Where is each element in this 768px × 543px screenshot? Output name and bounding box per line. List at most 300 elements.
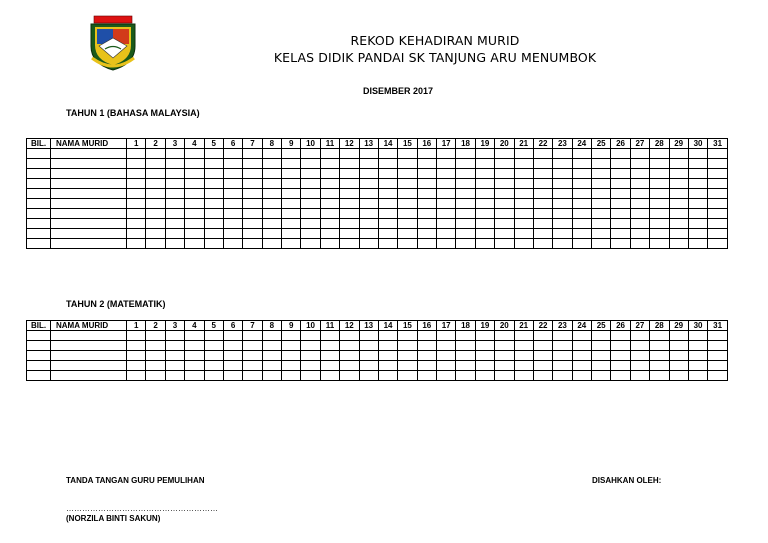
attendance-cell[interactable]: [650, 371, 669, 381]
attendance-cell[interactable]: [146, 229, 165, 239]
attendance-cell[interactable]: [301, 219, 320, 229]
attendance-cell[interactable]: [146, 371, 165, 381]
attendance-cell[interactable]: [378, 149, 397, 159]
attendance-cell[interactable]: [282, 371, 301, 381]
attendance-cell[interactable]: [688, 209, 707, 219]
attendance-cell[interactable]: [630, 239, 649, 249]
attendance-cell[interactable]: [243, 169, 262, 179]
attendance-cell[interactable]: [282, 199, 301, 209]
attendance-cell[interactable]: [359, 229, 378, 239]
attendance-cell[interactable]: [398, 331, 417, 341]
attendance-cell[interactable]: [669, 371, 688, 381]
attendance-cell[interactable]: [475, 229, 494, 239]
attendance-cell[interactable]: [669, 199, 688, 209]
attendance-cell[interactable]: [223, 371, 242, 381]
attendance-cell[interactable]: [51, 331, 127, 341]
attendance-cell[interactable]: [262, 351, 281, 361]
attendance-cell[interactable]: [320, 239, 339, 249]
attendance-cell[interactable]: [359, 351, 378, 361]
attendance-cell[interactable]: [533, 371, 552, 381]
attendance-cell[interactable]: [417, 189, 436, 199]
attendance-cell[interactable]: [243, 209, 262, 219]
attendance-cell[interactable]: [553, 239, 572, 249]
attendance-cell[interactable]: [572, 169, 591, 179]
attendance-cell[interactable]: [185, 341, 204, 351]
attendance-cell[interactable]: [611, 371, 630, 381]
attendance-cell[interactable]: [204, 149, 223, 159]
attendance-cell[interactable]: [243, 179, 262, 189]
attendance-cell[interactable]: [51, 199, 127, 209]
attendance-cell[interactable]: [185, 159, 204, 169]
attendance-cell[interactable]: [437, 219, 456, 229]
attendance-cell[interactable]: [378, 179, 397, 189]
attendance-cell[interactable]: [301, 351, 320, 361]
attendance-cell[interactable]: [146, 159, 165, 169]
attendance-cell[interactable]: [51, 229, 127, 239]
attendance-cell[interactable]: [127, 341, 146, 351]
attendance-cell[interactable]: [592, 199, 611, 209]
attendance-cell[interactable]: [437, 331, 456, 341]
attendance-cell[interactable]: [495, 159, 514, 169]
attendance-cell[interactable]: [185, 189, 204, 199]
attendance-cell[interactable]: [204, 341, 223, 351]
attendance-cell[interactable]: [262, 219, 281, 229]
attendance-cell[interactable]: [146, 239, 165, 249]
attendance-cell[interactable]: [650, 351, 669, 361]
attendance-cell[interactable]: [669, 351, 688, 361]
attendance-cell[interactable]: [611, 199, 630, 209]
attendance-cell[interactable]: [185, 371, 204, 381]
attendance-cell[interactable]: [650, 189, 669, 199]
attendance-cell[interactable]: [437, 169, 456, 179]
attendance-cell[interactable]: [398, 371, 417, 381]
attendance-cell[interactable]: [398, 189, 417, 199]
attendance-cell[interactable]: [475, 149, 494, 159]
attendance-cell[interactable]: [359, 179, 378, 189]
attendance-cell[interactable]: [320, 209, 339, 219]
attendance-cell[interactable]: [340, 341, 359, 351]
attendance-cell[interactable]: [417, 371, 436, 381]
attendance-cell[interactable]: [223, 159, 242, 169]
attendance-cell[interactable]: [417, 179, 436, 189]
attendance-cell[interactable]: [27, 341, 51, 351]
attendance-cell[interactable]: [572, 371, 591, 381]
attendance-cell[interactable]: [630, 159, 649, 169]
attendance-cell[interactable]: [165, 341, 184, 351]
attendance-cell[interactable]: [688, 199, 707, 209]
attendance-cell[interactable]: [378, 239, 397, 249]
attendance-cell[interactable]: [592, 149, 611, 159]
attendance-cell[interactable]: [223, 351, 242, 361]
attendance-cell[interactable]: [51, 169, 127, 179]
attendance-cell[interactable]: [27, 209, 51, 219]
attendance-cell[interactable]: [146, 341, 165, 351]
attendance-cell[interactable]: [611, 331, 630, 341]
attendance-cell[interactable]: [553, 219, 572, 229]
attendance-cell[interactable]: [572, 189, 591, 199]
attendance-cell[interactable]: [688, 179, 707, 189]
attendance-cell[interactable]: [611, 189, 630, 199]
attendance-cell[interactable]: [553, 199, 572, 209]
attendance-cell[interactable]: [495, 199, 514, 209]
attendance-cell[interactable]: [127, 159, 146, 169]
attendance-cell[interactable]: [301, 239, 320, 249]
attendance-cell[interactable]: [553, 331, 572, 341]
attendance-cell[interactable]: [243, 239, 262, 249]
attendance-cell[interactable]: [495, 219, 514, 229]
attendance-cell[interactable]: [572, 351, 591, 361]
attendance-cell[interactable]: [223, 341, 242, 351]
attendance-cell[interactable]: [688, 189, 707, 199]
attendance-cell[interactable]: [437, 199, 456, 209]
attendance-cell[interactable]: [611, 361, 630, 371]
attendance-cell[interactable]: [262, 179, 281, 189]
attendance-cell[interactable]: [456, 149, 475, 159]
attendance-cell[interactable]: [27, 189, 51, 199]
attendance-cell[interactable]: [533, 351, 552, 361]
attendance-cell[interactable]: [495, 189, 514, 199]
attendance-cell[interactable]: [572, 331, 591, 341]
attendance-cell[interactable]: [688, 361, 707, 371]
attendance-cell[interactable]: [223, 361, 242, 371]
attendance-cell[interactable]: [630, 331, 649, 341]
attendance-cell[interactable]: [650, 159, 669, 169]
attendance-cell[interactable]: [340, 219, 359, 229]
attendance-cell[interactable]: [475, 361, 494, 371]
attendance-cell[interactable]: [650, 331, 669, 341]
attendance-cell[interactable]: [495, 179, 514, 189]
attendance-cell[interactable]: [592, 331, 611, 341]
attendance-cell[interactable]: [592, 341, 611, 351]
attendance-cell[interactable]: [592, 179, 611, 189]
attendance-cell[interactable]: [243, 371, 262, 381]
attendance-cell[interactable]: [572, 341, 591, 351]
attendance-cell[interactable]: [378, 341, 397, 351]
attendance-cell[interactable]: [165, 229, 184, 239]
attendance-cell[interactable]: [708, 239, 728, 249]
attendance-cell[interactable]: [650, 179, 669, 189]
attendance-cell[interactable]: [282, 351, 301, 361]
attendance-cell[interactable]: [630, 371, 649, 381]
attendance-cell[interactable]: [688, 371, 707, 381]
attendance-cell[interactable]: [127, 371, 146, 381]
attendance-cell[interactable]: [340, 189, 359, 199]
attendance-cell[interactable]: [359, 199, 378, 209]
attendance-cell[interactable]: [204, 239, 223, 249]
attendance-cell[interactable]: [592, 229, 611, 239]
attendance-cell[interactable]: [223, 169, 242, 179]
attendance-cell[interactable]: [417, 219, 436, 229]
attendance-cell[interactable]: [417, 239, 436, 249]
attendance-cell[interactable]: [127, 209, 146, 219]
attendance-cell[interactable]: [553, 341, 572, 351]
attendance-cell[interactable]: [301, 179, 320, 189]
attendance-cell[interactable]: [320, 159, 339, 169]
attendance-cell[interactable]: [611, 159, 630, 169]
attendance-cell[interactable]: [378, 331, 397, 341]
attendance-cell[interactable]: [456, 331, 475, 341]
attendance-cell[interactable]: [146, 149, 165, 159]
attendance-cell[interactable]: [27, 159, 51, 169]
attendance-cell[interactable]: [185, 229, 204, 239]
attendance-cell[interactable]: [51, 371, 127, 381]
attendance-cell[interactable]: [223, 199, 242, 209]
attendance-cell[interactable]: [146, 189, 165, 199]
attendance-cell[interactable]: [417, 159, 436, 169]
attendance-cell[interactable]: [27, 169, 51, 179]
attendance-cell[interactable]: [359, 331, 378, 341]
attendance-cell[interactable]: [320, 341, 339, 351]
attendance-cell[interactable]: [243, 361, 262, 371]
attendance-cell[interactable]: [243, 159, 262, 169]
attendance-cell[interactable]: [708, 209, 728, 219]
attendance-cell[interactable]: [456, 189, 475, 199]
attendance-cell[interactable]: [553, 209, 572, 219]
attendance-cell[interactable]: [378, 159, 397, 169]
attendance-cell[interactable]: [533, 219, 552, 229]
attendance-cell[interactable]: [514, 169, 533, 179]
attendance-cell[interactable]: [650, 149, 669, 159]
attendance-cell[interactable]: [262, 331, 281, 341]
attendance-cell[interactable]: [572, 149, 591, 159]
attendance-cell[interactable]: [301, 371, 320, 381]
attendance-cell[interactable]: [378, 169, 397, 179]
attendance-cell[interactable]: [398, 149, 417, 159]
attendance-cell[interactable]: [630, 351, 649, 361]
attendance-cell[interactable]: [51, 179, 127, 189]
attendance-cell[interactable]: [533, 239, 552, 249]
attendance-cell[interactable]: [650, 361, 669, 371]
attendance-cell[interactable]: [204, 179, 223, 189]
attendance-cell[interactable]: [398, 209, 417, 219]
attendance-cell[interactable]: [514, 179, 533, 189]
attendance-cell[interactable]: [320, 219, 339, 229]
attendance-cell[interactable]: [475, 189, 494, 199]
attendance-cell[interactable]: [417, 149, 436, 159]
attendance-cell[interactable]: [146, 169, 165, 179]
attendance-cell[interactable]: [398, 179, 417, 189]
attendance-cell[interactable]: [572, 209, 591, 219]
attendance-cell[interactable]: [553, 149, 572, 159]
attendance-cell[interactable]: [533, 209, 552, 219]
attendance-cell[interactable]: [708, 179, 728, 189]
attendance-cell[interactable]: [359, 371, 378, 381]
attendance-cell[interactable]: [592, 239, 611, 249]
attendance-cell[interactable]: [630, 169, 649, 179]
attendance-cell[interactable]: [398, 159, 417, 169]
attendance-cell[interactable]: [475, 179, 494, 189]
attendance-cell[interactable]: [669, 169, 688, 179]
attendance-cell[interactable]: [378, 371, 397, 381]
attendance-cell[interactable]: [27, 361, 51, 371]
attendance-cell[interactable]: [533, 149, 552, 159]
attendance-cell[interactable]: [165, 331, 184, 341]
attendance-cell[interactable]: [359, 361, 378, 371]
attendance-cell[interactable]: [243, 229, 262, 239]
attendance-cell[interactable]: [456, 341, 475, 351]
attendance-cell[interactable]: [27, 229, 51, 239]
attendance-cell[interactable]: [417, 361, 436, 371]
attendance-cell[interactable]: [514, 361, 533, 371]
attendance-cell[interactable]: [630, 179, 649, 189]
attendance-cell[interactable]: [340, 229, 359, 239]
attendance-cell[interactable]: [456, 371, 475, 381]
attendance-cell[interactable]: [688, 229, 707, 239]
attendance-cell[interactable]: [533, 179, 552, 189]
attendance-cell[interactable]: [165, 351, 184, 361]
attendance-cell[interactable]: [630, 149, 649, 159]
attendance-cell[interactable]: [456, 239, 475, 249]
attendance-cell[interactable]: [340, 371, 359, 381]
attendance-cell[interactable]: [592, 361, 611, 371]
attendance-cell[interactable]: [533, 189, 552, 199]
attendance-cell[interactable]: [51, 159, 127, 169]
attendance-cell[interactable]: [282, 331, 301, 341]
attendance-cell[interactable]: [146, 199, 165, 209]
attendance-cell[interactable]: [185, 239, 204, 249]
attendance-cell[interactable]: [165, 169, 184, 179]
attendance-cell[interactable]: [165, 219, 184, 229]
attendance-cell[interactable]: [650, 169, 669, 179]
attendance-cell[interactable]: [378, 199, 397, 209]
attendance-cell[interactable]: [320, 371, 339, 381]
attendance-cell[interactable]: [359, 169, 378, 179]
attendance-cell[interactable]: [708, 199, 728, 209]
attendance-cell[interactable]: [27, 239, 51, 249]
attendance-cell[interactable]: [127, 219, 146, 229]
attendance-cell[interactable]: [533, 341, 552, 351]
attendance-cell[interactable]: [146, 209, 165, 219]
attendance-cell[interactable]: [146, 179, 165, 189]
attendance-cell[interactable]: [204, 159, 223, 169]
attendance-cell[interactable]: [514, 371, 533, 381]
attendance-cell[interactable]: [51, 239, 127, 249]
attendance-cell[interactable]: [592, 189, 611, 199]
attendance-cell[interactable]: [204, 331, 223, 341]
attendance-cell[interactable]: [185, 209, 204, 219]
attendance-cell[interactable]: [398, 229, 417, 239]
attendance-cell[interactable]: [417, 331, 436, 341]
attendance-cell[interactable]: [301, 189, 320, 199]
attendance-cell[interactable]: [340, 351, 359, 361]
attendance-cell[interactable]: [27, 371, 51, 381]
attendance-cell[interactable]: [572, 239, 591, 249]
attendance-cell[interactable]: [51, 351, 127, 361]
attendance-cell[interactable]: [378, 351, 397, 361]
attendance-cell[interactable]: [669, 331, 688, 341]
attendance-cell[interactable]: [456, 361, 475, 371]
attendance-cell[interactable]: [514, 159, 533, 169]
attendance-cell[interactable]: [301, 159, 320, 169]
attendance-cell[interactable]: [417, 209, 436, 219]
attendance-cell[interactable]: [185, 179, 204, 189]
attendance-cell[interactable]: [223, 209, 242, 219]
attendance-cell[interactable]: [282, 189, 301, 199]
attendance-cell[interactable]: [592, 159, 611, 169]
attendance-cell[interactable]: [127, 199, 146, 209]
attendance-cell[interactable]: [27, 331, 51, 341]
attendance-cell[interactable]: [688, 351, 707, 361]
attendance-cell[interactable]: [514, 189, 533, 199]
attendance-cell[interactable]: [495, 239, 514, 249]
attendance-cell[interactable]: [185, 219, 204, 229]
attendance-cell[interactable]: [553, 179, 572, 189]
attendance-cell[interactable]: [340, 179, 359, 189]
attendance-cell[interactable]: [51, 149, 127, 159]
attendance-cell[interactable]: [553, 159, 572, 169]
attendance-cell[interactable]: [417, 199, 436, 209]
attendance-cell[interactable]: [398, 169, 417, 179]
attendance-cell[interactable]: [495, 149, 514, 159]
attendance-cell[interactable]: [127, 239, 146, 249]
attendance-cell[interactable]: [301, 331, 320, 341]
attendance-cell[interactable]: [572, 179, 591, 189]
attendance-cell[interactable]: [165, 179, 184, 189]
attendance-cell[interactable]: [320, 361, 339, 371]
attendance-cell[interactable]: [456, 209, 475, 219]
attendance-cell[interactable]: [320, 169, 339, 179]
attendance-cell[interactable]: [708, 371, 728, 381]
attendance-cell[interactable]: [495, 361, 514, 371]
attendance-cell[interactable]: [456, 179, 475, 189]
attendance-cell[interactable]: [495, 169, 514, 179]
attendance-cell[interactable]: [378, 361, 397, 371]
attendance-cell[interactable]: [185, 351, 204, 361]
attendance-cell[interactable]: [223, 149, 242, 159]
attendance-cell[interactable]: [475, 169, 494, 179]
attendance-cell[interactable]: [127, 169, 146, 179]
attendance-cell[interactable]: [185, 331, 204, 341]
attendance-cell[interactable]: [27, 351, 51, 361]
attendance-cell[interactable]: [630, 199, 649, 209]
attendance-cell[interactable]: [127, 331, 146, 341]
attendance-cell[interactable]: [127, 149, 146, 159]
attendance-cell[interactable]: [592, 169, 611, 179]
attendance-cell[interactable]: [533, 159, 552, 169]
attendance-cell[interactable]: [204, 189, 223, 199]
attendance-cell[interactable]: [340, 199, 359, 209]
attendance-cell[interactable]: [27, 179, 51, 189]
attendance-cell[interactable]: [495, 229, 514, 239]
attendance-cell[interactable]: [417, 169, 436, 179]
attendance-cell[interactable]: [475, 199, 494, 209]
attendance-cell[interactable]: [669, 219, 688, 229]
attendance-cell[interactable]: [495, 371, 514, 381]
attendance-cell[interactable]: [301, 169, 320, 179]
attendance-cell[interactable]: [456, 199, 475, 209]
attendance-cell[interactable]: [282, 179, 301, 189]
attendance-cell[interactable]: [282, 159, 301, 169]
attendance-cell[interactable]: [127, 179, 146, 189]
attendance-cell[interactable]: [533, 199, 552, 209]
attendance-cell[interactable]: [359, 149, 378, 159]
attendance-cell[interactable]: [611, 239, 630, 249]
attendance-cell[interactable]: [262, 169, 281, 179]
attendance-cell[interactable]: [708, 149, 728, 159]
attendance-cell[interactable]: [340, 169, 359, 179]
attendance-cell[interactable]: [611, 341, 630, 351]
attendance-cell[interactable]: [282, 361, 301, 371]
attendance-cell[interactable]: [708, 361, 728, 371]
attendance-cell[interactable]: [417, 341, 436, 351]
attendance-cell[interactable]: [320, 199, 339, 209]
attendance-cell[interactable]: [533, 361, 552, 371]
attendance-cell[interactable]: [340, 149, 359, 159]
attendance-cell[interactable]: [572, 361, 591, 371]
attendance-cell[interactable]: [514, 229, 533, 239]
attendance-cell[interactable]: [708, 159, 728, 169]
attendance-cell[interactable]: [630, 361, 649, 371]
